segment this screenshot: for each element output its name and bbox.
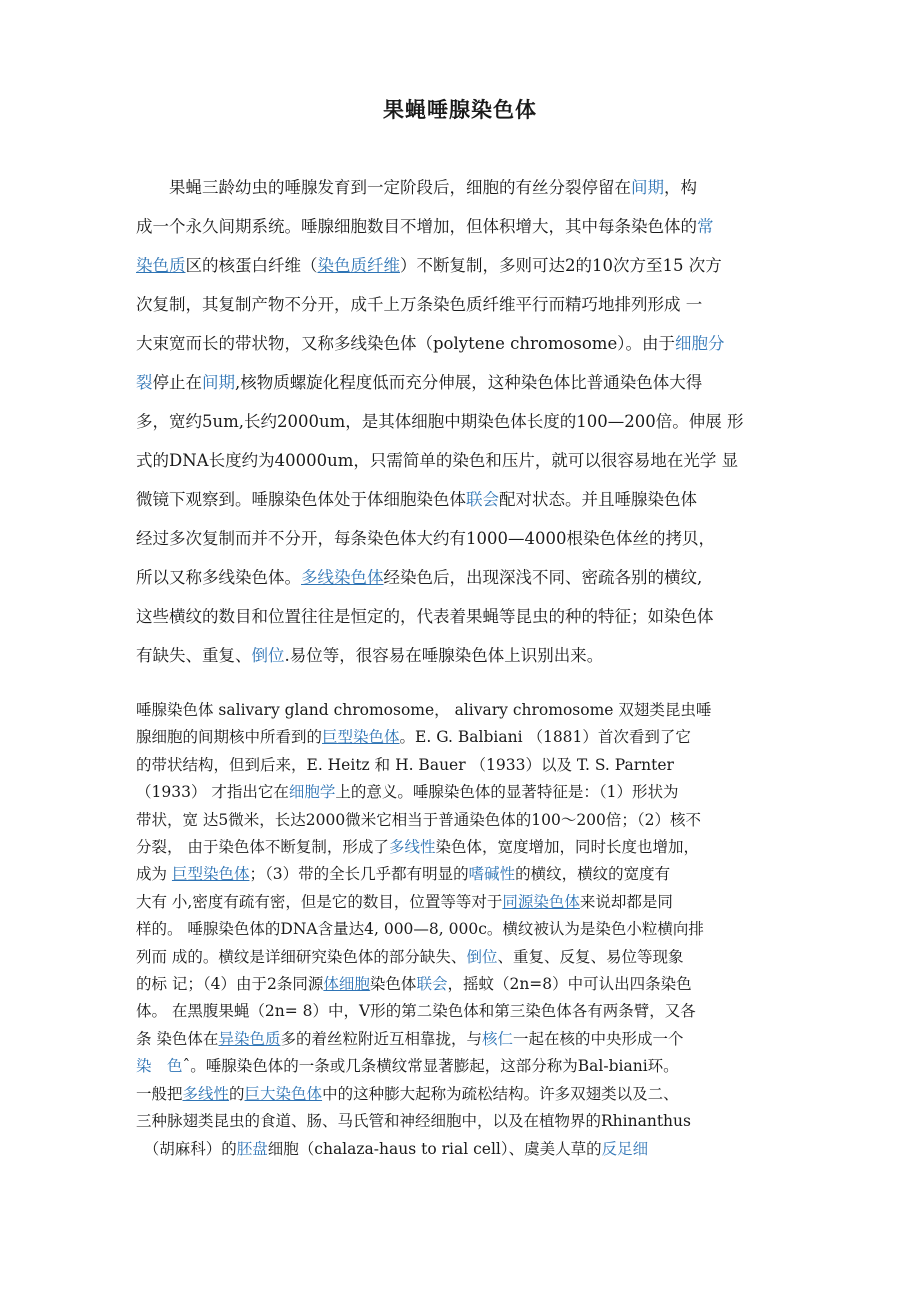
paragraph-definition (136, 697, 786, 1163)
text-run: 配对状态。并且唾腺染色体 (499, 490, 697, 509)
text-run: ，摇蚊（2n=8）中可认出四条染色 (447, 975, 692, 994)
text-line (136, 752, 786, 779)
document-title: 果蝇唾腺染色体 (383, 98, 537, 122)
text-run: ˆ。唾腺染色体的一条或几条横纹常显著膨起，这部分称为Bal-biani环。 (182, 1057, 679, 1076)
text-run: 多的着丝粒附近互相靠拢，与 (280, 1029, 482, 1048)
text-run: ,核物质螺旋化程度低而充分伸展，这种染色体比普通染色体大得 (235, 373, 703, 392)
paragraph-intro (136, 168, 786, 675)
text-line (136, 636, 786, 675)
text-line (136, 519, 786, 558)
text-run: 的带状结构，但到后来，E. Heitz 和 H. Bauer （1933）以及 T. S. Parnter (136, 755, 674, 774)
text-line (136, 779, 786, 806)
text-run: .易位等，很容易在唾腺染色体上识别出来。 (284, 646, 604, 665)
term-link[interactable]: 联会 (466, 490, 499, 509)
text-run: 染色体 (369, 975, 417, 994)
text-line (136, 597, 786, 636)
text-line (136, 724, 786, 751)
text-run: 腺细胞的间期核中所看到的 (136, 728, 323, 747)
text-run: 这些横纹的数目和位置往往是恒定的，代表着果蝇等昆虫的种的特征；如染色体 (136, 607, 714, 626)
term-link[interactable]: 多线性 (388, 838, 436, 857)
text-run: 区的核蛋白纤维（ (185, 256, 318, 275)
text-run: 分裂， 由于染色体不断复制，形成了 (136, 838, 389, 857)
text-run: 列而 成的。横纹是详细研究染色体的部分缺失、 (136, 947, 467, 966)
text-run: 果蝇三龄幼虫的唾腺发育到一定阶段后，细胞的有丝分裂停留在 (136, 178, 631, 197)
text-run: 经过多次复制而并不分开，每条染色体大约有1000—4000根染色体丝的拷贝， (136, 529, 715, 548)
text-line (136, 1081, 786, 1108)
text-line (136, 807, 786, 834)
text-run: 的 (229, 1084, 245, 1103)
text-line (136, 324, 786, 363)
text-line (136, 971, 786, 998)
term-link[interactable]: 异染色质 (218, 1029, 281, 1048)
text-line (136, 207, 786, 246)
text-run: 成为 (136, 865, 172, 884)
term-link[interactable]: 细胞分 (674, 334, 725, 353)
text-run: 体。 在黑腹果蝇（2n= 8）中，V形的第二染色体和第三染色体各有两条臂，又各 (136, 1002, 696, 1021)
text-run: 式的DNA长度约为40000um，只需简单的染色和压片，就可以很容易地在光学 显 (136, 451, 739, 470)
term-link[interactable]: 同源染色体 (502, 892, 580, 911)
text-run: 。E. G. Balbiani （1881）首次看到了它 (399, 728, 691, 747)
term-link[interactable]: 倒位 (251, 646, 285, 665)
text-run: 带状，宽 达5微米，长达2000微米它相当于普通染色体的100〜200倍；（2）核不 (136, 810, 702, 829)
text-line (136, 480, 786, 519)
term-link[interactable]: 倒位 (466, 947, 498, 966)
text-run: 的标 记；（4）由于2条同源 (136, 975, 324, 994)
text-run: （胡麻科）的 (136, 1139, 237, 1158)
term-link[interactable]: 裂 (136, 373, 153, 392)
text-run: 条 染色体在 (136, 1029, 219, 1048)
text-line (136, 916, 786, 943)
text-run: 多，宽约5um,长约2000um，是其体细胞中期染色体长度的100—200倍。伸展 形 (136, 412, 744, 431)
term-link[interactable]: 染 色 (136, 1057, 183, 1076)
text-line (136, 441, 786, 480)
term-link[interactable]: 染色质纤维 (317, 256, 400, 275)
text-run: 微镜下观察到。唾腺染色体处于体细胞染色体 (136, 490, 466, 509)
text-line (136, 363, 786, 402)
text-run: 染色体，宽度增加，同时长度也增加， (435, 838, 699, 857)
text-line (136, 861, 786, 888)
text-line (136, 998, 786, 1025)
text-run: 大有 小,密度有疏有密，但是它的数目，位置等等对于 (136, 892, 503, 911)
text-run: 三种脉翅类昆虫的食道、肠、马氏管和神经细胞中，以及在植物界的Rhinanthus (136, 1112, 691, 1131)
text-run: 上的意义。唾腺染色体的显著特征是：（1）形状为 (335, 783, 679, 802)
text-run: 来说却都是同 (579, 892, 673, 911)
term-link[interactable]: 多线性 (182, 1084, 230, 1103)
text-line (136, 944, 786, 971)
term-link[interactable]: 核仁 (481, 1029, 513, 1048)
term-link[interactable]: 常 (697, 217, 714, 236)
term-link[interactable]: 嗜碱性 (468, 865, 516, 884)
text-line (136, 558, 786, 597)
term-link[interactable]: 染色质 (136, 256, 186, 275)
text-run: 经染色后，出现深浅不同、密疏各别的横纹, (383, 568, 703, 587)
text-line (136, 889, 786, 916)
term-link[interactable]: 体细胞 (323, 975, 370, 994)
text-run: ）不断复制，多则可达2的10次方至15 次方 (400, 256, 722, 275)
text-line (136, 246, 786, 285)
text-run: 成一个永久间期系统。唾腺细胞数目不增加，但体积增大，其中每条染色体的 (136, 217, 697, 236)
text-run: 一般把 (136, 1084, 183, 1103)
text-run: （1933） 才指出它在 (136, 783, 289, 802)
term-link[interactable]: 间期 (631, 178, 664, 197)
text-run: 唾腺染色体 salivary gland chromosome， alivary chromosome 双翅类昆虫唾 (136, 701, 712, 719)
text-run: 样的。 唾腺染色体的DNA含量达4, 000—8, 000c。横纹被认为是染色小粒横向排 (136, 920, 704, 939)
text-run: 有缺失、重复、 (136, 646, 252, 665)
text-run: ，构 (664, 178, 697, 197)
term-link[interactable]: 联会 (416, 975, 448, 994)
text-run: 的横纹，横纹的宽度有 (515, 865, 671, 884)
text-line (136, 1053, 786, 1080)
text-run: 中的这种膨大起称为疏松结构。许多双翅类以及二、 (322, 1084, 679, 1103)
text-run: 停止在 (152, 373, 202, 392)
term-link[interactable]: 巨型染色体 (171, 865, 250, 884)
text-line (136, 402, 786, 441)
text-line (136, 834, 786, 861)
term-link[interactable]: 巨大染色体 (244, 1084, 323, 1103)
text-run: 所以又称多线染色体。 (136, 568, 301, 587)
term-link[interactable]: 反足细 (601, 1139, 649, 1158)
text-run: 次复制，其复制产物不分开，成千上万条染色质纤维平行而精巧地排列形成 一 (136, 295, 703, 314)
term-link[interactable]: 细胞学 (288, 783, 336, 802)
text-line (136, 1026, 786, 1053)
term-link[interactable]: 间期 (202, 373, 235, 392)
text-line (136, 697, 786, 724)
text-run: 、重复、反复、易位等现象 (497, 947, 684, 966)
text-line (136, 285, 786, 324)
text-run: 一起在核的中央形成一个 (512, 1029, 684, 1048)
text-line (136, 1108, 786, 1135)
term-link[interactable]: 胚盘 (236, 1139, 268, 1158)
text-run: 大束宽而长的带状物，又称多线染色体（polytene chromosome）。由于 (136, 334, 675, 353)
term-link[interactable]: 多线染色体 (301, 568, 384, 587)
text-run: 细胞（chalaza-haus to rial cell）、虞美人草的 (267, 1139, 602, 1158)
text-line (136, 1136, 786, 1163)
text-line (136, 168, 786, 207)
term-link[interactable]: 巨型染色体 (322, 728, 400, 747)
text-run: ；（3）带的全长几乎都有明显的 (249, 865, 469, 884)
